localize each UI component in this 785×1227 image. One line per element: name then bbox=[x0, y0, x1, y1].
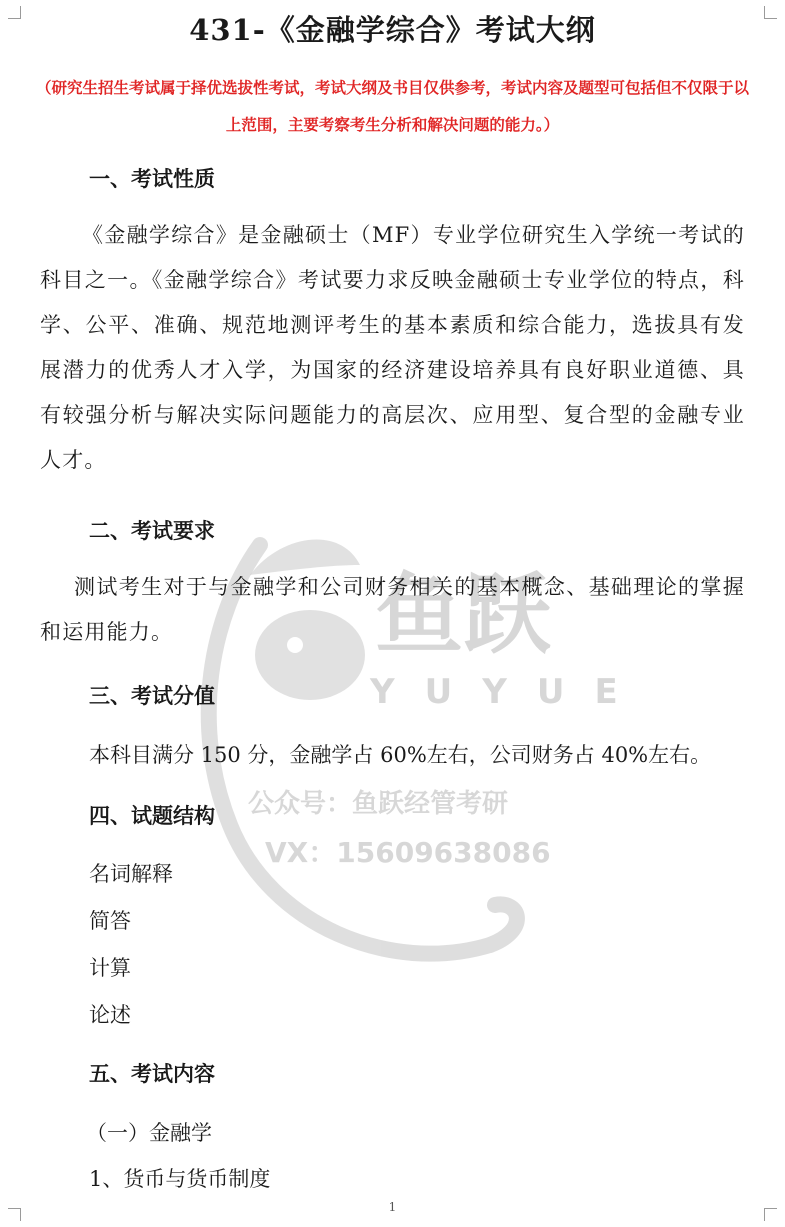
section-heading-nature: 一、考试性质 bbox=[89, 166, 215, 191]
section-heading-content: 五、考试内容 bbox=[89, 1061, 215, 1086]
watermark-brand-en: YUYUE bbox=[370, 672, 630, 712]
document-title: 431-《金融学综合》考试大纲 bbox=[189, 13, 596, 47]
watermark-contact: VX：15609638086 bbox=[265, 836, 551, 869]
subsection-heading: （一）金融学 bbox=[86, 1121, 212, 1145]
section-heading-score: 三、考试分值 bbox=[89, 683, 215, 708]
section-body-nature: 《金融学综合》是金融硕士（MF）专业学位研究生入学统一考试的科目之一。《金融学综合》考试要力求反映金融硕士专业学位的特点，科学、公平、准确、规范地测评考生的基本素质和综合能力，选拔具有发展潜力的优秀人才入学，为国家的经济建设培养具有良好职业道德、具有较强分析与解决实际问题能力的高层次、应用型、复合型的金融专业人才。 bbox=[40, 223, 745, 472]
section-body-requirements: 测试考生对于与金融学和公司财务相关的基本概念、基础理论的掌握和运用能力。 bbox=[40, 575, 745, 644]
question-type-item: 名词解释 bbox=[89, 862, 173, 886]
watermark-wechat-account: 公众号：鱼跃经管考研 bbox=[248, 789, 509, 819]
section-heading-requirements: 二、考试要求 bbox=[89, 518, 215, 543]
question-type-item: 论述 bbox=[89, 1003, 131, 1027]
question-type-item: 简答 bbox=[89, 909, 131, 933]
question-type-item: 计算 bbox=[89, 956, 131, 980]
exam-notice: （研究生招生考试属于择优选拔性考试，考试大纲及书目仅供参考，考试内容及题型可包括但不仅限于以上范围，主要考察考生分析和解决问题的能力。） bbox=[35, 79, 749, 134]
section-heading-structure: 四、试题结构 bbox=[89, 803, 215, 828]
watermark-brand-cn: 鱼跃 bbox=[375, 563, 552, 666]
section-body-score: 本科目满分 150 分，金融学占 60%左右，公司财务占 40%左右。 bbox=[89, 743, 712, 767]
page-number: 1 bbox=[388, 1200, 397, 1214]
content-item: 1、货币与货币制度 bbox=[89, 1167, 271, 1191]
